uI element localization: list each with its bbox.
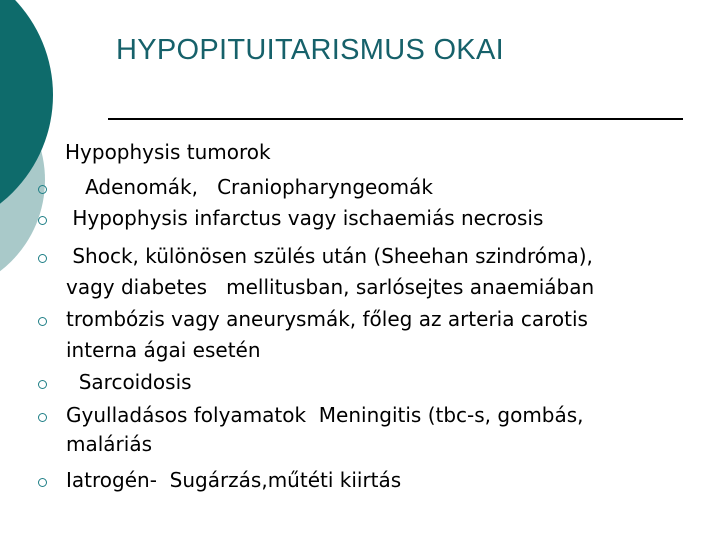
bullet-text: Iatrogén- Sugárzás,műtéti kiirtás (66, 468, 402, 492)
bullet-text-continuation: interna ágai esetén (66, 338, 261, 362)
bullet-ring-icon (38, 478, 47, 487)
bullet-text: Gyulladásos folyamatok Meningitis (tbc-s, gombás, (66, 403, 584, 427)
slide-title: HYPOPITUITARISMUS OKAI (116, 34, 504, 66)
bullet-ring-icon (38, 254, 47, 263)
bullet-ring-icon (38, 380, 47, 389)
bullet-ring-icon (38, 185, 47, 194)
bullet-text: Adenomák, Craniopharyngeomák (66, 175, 433, 199)
bullet-text: Hypophysis infarctus vagy ischaemiás necrosis (66, 206, 544, 230)
bullet-ring-icon (38, 216, 47, 225)
bullet-ring-icon (38, 413, 47, 422)
bullet-text-continuation: vagy diabetes mellitusban, sarlósejtes anaemiában (66, 275, 595, 299)
bullet-text: Shock, különösen szülés után (Sheehan szindróma), (66, 244, 593, 268)
bullet-text: Sarcoidosis (66, 370, 192, 394)
bullet-ring-icon (38, 317, 47, 326)
bullet-text-continuation: maláriás (66, 432, 153, 456)
bullet-text: trombózis vagy aneurysmák, főleg az arteria carotis (66, 307, 588, 331)
bullet-text: Hypophysis tumorok (65, 140, 271, 164)
